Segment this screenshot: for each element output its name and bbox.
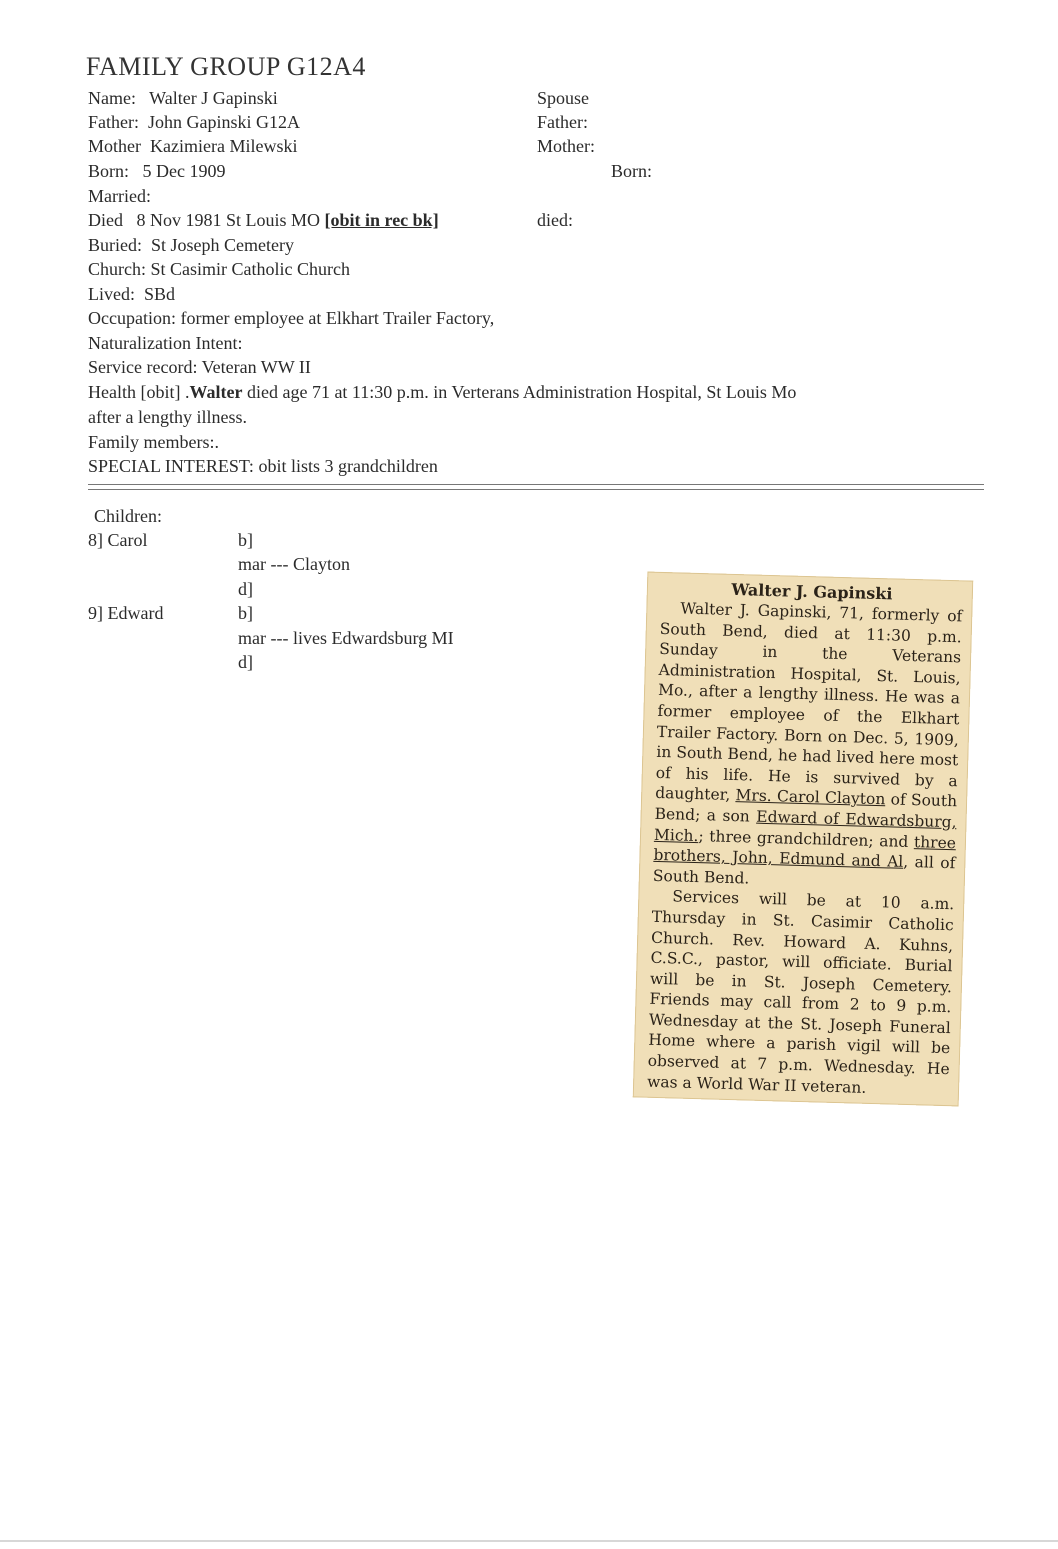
clipping-text-b: of South Bend; a son [654,790,958,826]
health-text: died age 71 at 11:30 p.m. in Verterans Administration Hospital, St Louis Mo [246,382,797,402]
lived-label: Lived: [88,284,135,304]
child-died-carol: d] [238,579,253,599]
spouse-label: Spouse [537,88,590,108]
page-title: FAMILY GROUP G12A4 [86,52,366,81]
name-label: Name: [88,88,136,108]
double-rule-divider [88,484,984,490]
special-value: obit lists 3 grandchildren [258,456,438,476]
buried-label: Buried: [88,235,142,255]
child-name-carol: 8] Carol [88,530,148,550]
child-married-edward: mar --- lives Edwardsburg MI [238,628,454,648]
clipping-underlined-daughter: Mrs. Carol Clayton [735,786,886,809]
died-value: 8 Nov 1981 St Louis MO [136,210,321,230]
child-married-carol: mar --- Clayton [238,554,350,574]
health-label: Health [obit] . [88,382,190,402]
obituary-clipping [633,572,974,1107]
child-name-edward: 9] Edward [88,603,164,623]
naturalization-row: Naturalization Intent: [88,333,243,353]
mother-value: Kazimiera Milewski [150,136,298,156]
born-label: Born: [88,161,130,181]
obit-reference: [obit in rec bk] [324,210,439,230]
special-row [88,454,438,478]
clipping-title: Walter J. Gapinski [731,579,893,604]
health-row [88,380,796,404]
service-label: Service record: [88,357,198,377]
clipping-text-c: ; three grandchildren; and [698,826,915,851]
child-born-carol: b] [238,530,253,550]
clipping-underlined-son: Edward of Edwardsburg, Mich. [653,807,957,845]
father-label: Father: [88,112,139,132]
died-row [88,208,439,232]
father-row [88,110,300,134]
occupation-label: Occupation: [88,308,176,328]
child-born-edward: b] [238,603,253,623]
service-value: Veteran WW II [201,357,311,377]
lived-row [88,282,175,306]
occupation-value: former employee at Elkhart Trailer Factory, [180,308,495,328]
special-label: SPECIAL INTEREST: [88,456,254,476]
died-label: Died [88,210,123,230]
clipping-paragraph-1 [653,598,963,895]
spouse-mother-label: Mother: [537,136,595,156]
married-row: Married: [88,186,151,206]
clipping-paragraph-2: Services will be at 10 a.m. Thursday in St. Casimir Catholic Church. Rev. Howard A. Kuhns, C.S.C., pastor, will officiate. Burial will be in St. Joseph Cemetery. Friends may call from 2 to 9 p.m. Wednesday at the St. Joseph Funeral Home where a parish vigil will be observed at 7 p.m. Wednesday. He was a World War II veteran. [646,887,955,1097]
clipping-text-d: , all of South Bend. [652,852,956,888]
born-row [88,159,226,183]
lived-value: SBd [144,284,176,304]
spouse-born-label: Born: [611,161,653,181]
health-name: Walter [189,382,243,402]
church-row [88,257,350,281]
spouse-died-label: died: [537,210,573,230]
occupation-row [88,306,494,330]
scan-bottom-edge [0,1540,1058,1542]
children-heading: Children: [94,506,162,526]
service-row [88,355,311,379]
buried-row [88,233,294,257]
mother-label: Mother [88,136,141,156]
name-value: Walter J Gapinski [149,88,278,108]
clipping-text-a: Walter J. Gapinski, 71, formerly of South Bend, died at 11:30 p.m. Sunday in the Veterans Administration Hospital, St. Louis, Mo., after a lengthy illness. He was a former employee of the Elkhart Trailer Factory. Born on Dec. 5, 1909, in South Bend, he had lived here most of his life. He is survived by a daughter, [654,599,963,805]
name-row [88,86,278,110]
mother-row [88,134,297,158]
child-died-edward: d] [238,652,253,672]
father-value: John Gapinski G12A [148,112,300,132]
family-row: Family members:. [88,432,219,452]
buried-value: St Joseph Cemetery [151,235,294,255]
church-label: Church: [88,259,146,279]
health-row-2: after a lengthy illness. [88,407,247,427]
clipping-underlined-brothers: three brothers, John, Edmund and Al [653,832,957,871]
church-value: St Casimir Catholic Church [150,259,350,279]
born-value: 5 Dec 1909 [142,161,226,181]
spouse-father-label: Father: [537,112,588,132]
